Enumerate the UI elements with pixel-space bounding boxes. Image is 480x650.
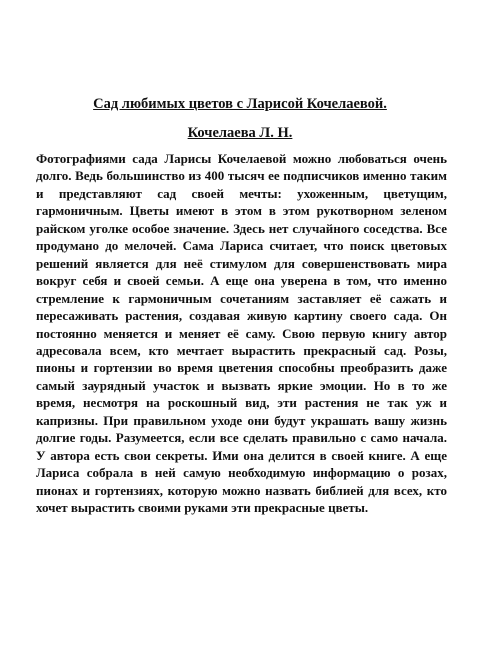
document-title: Сад любимых цветов с Ларисой Кочелаевой. [93, 96, 387, 112]
document-author: Кочелаева Л. Н. [187, 125, 293, 141]
body-paragraph: Фотографиями сада Ларисы Кочелаевой можно любоваться очень долго. Ведь большинство из 400 тысяч ее подписчиков именно таким и представляют сад своей мечты: ухоженным, цветущим, гармоничным. Цветы имеют в этом в этом рукотворном зеленом райском уголке особое значение. Здесь нет случайного соседства. Все продумано до мелочей. Сама Лариса считает, что поиск цветовых решений является для неё стимулом для совершенствовать мира вокруг себя и своей семьи. А еще она уверена в том, что именно стремление к гармоничным сочетаниям заставляет её сажать и пересаживать растения, создавая живую картину своего сада. Он постоянно меняется и меняет её саму. Свою первую книгу автор адресовала всем, кто мечтает вырастить прекрасный сад. Розы, пионы и гортензии во время цветения способны преобразить даже самый заурядный участок и вызвать яркие эмоции. Но в то же время, несмотря на роскошный вид, эти растения не так уж и капризны. При правильном уходе они будут украшать вашу жизнь долгие годы. Разумеется, если все сделать правильно с само начала. У автора есть свои секреты. Ими она делится в своей книге. А еще Лариса собрала в ней самую необходимую информацию о розах, пионах и гортензиях, которую можно назвать библией для всех, кто хочет вырастить своими руками эти прекрасные цветы. [36, 151, 447, 516]
